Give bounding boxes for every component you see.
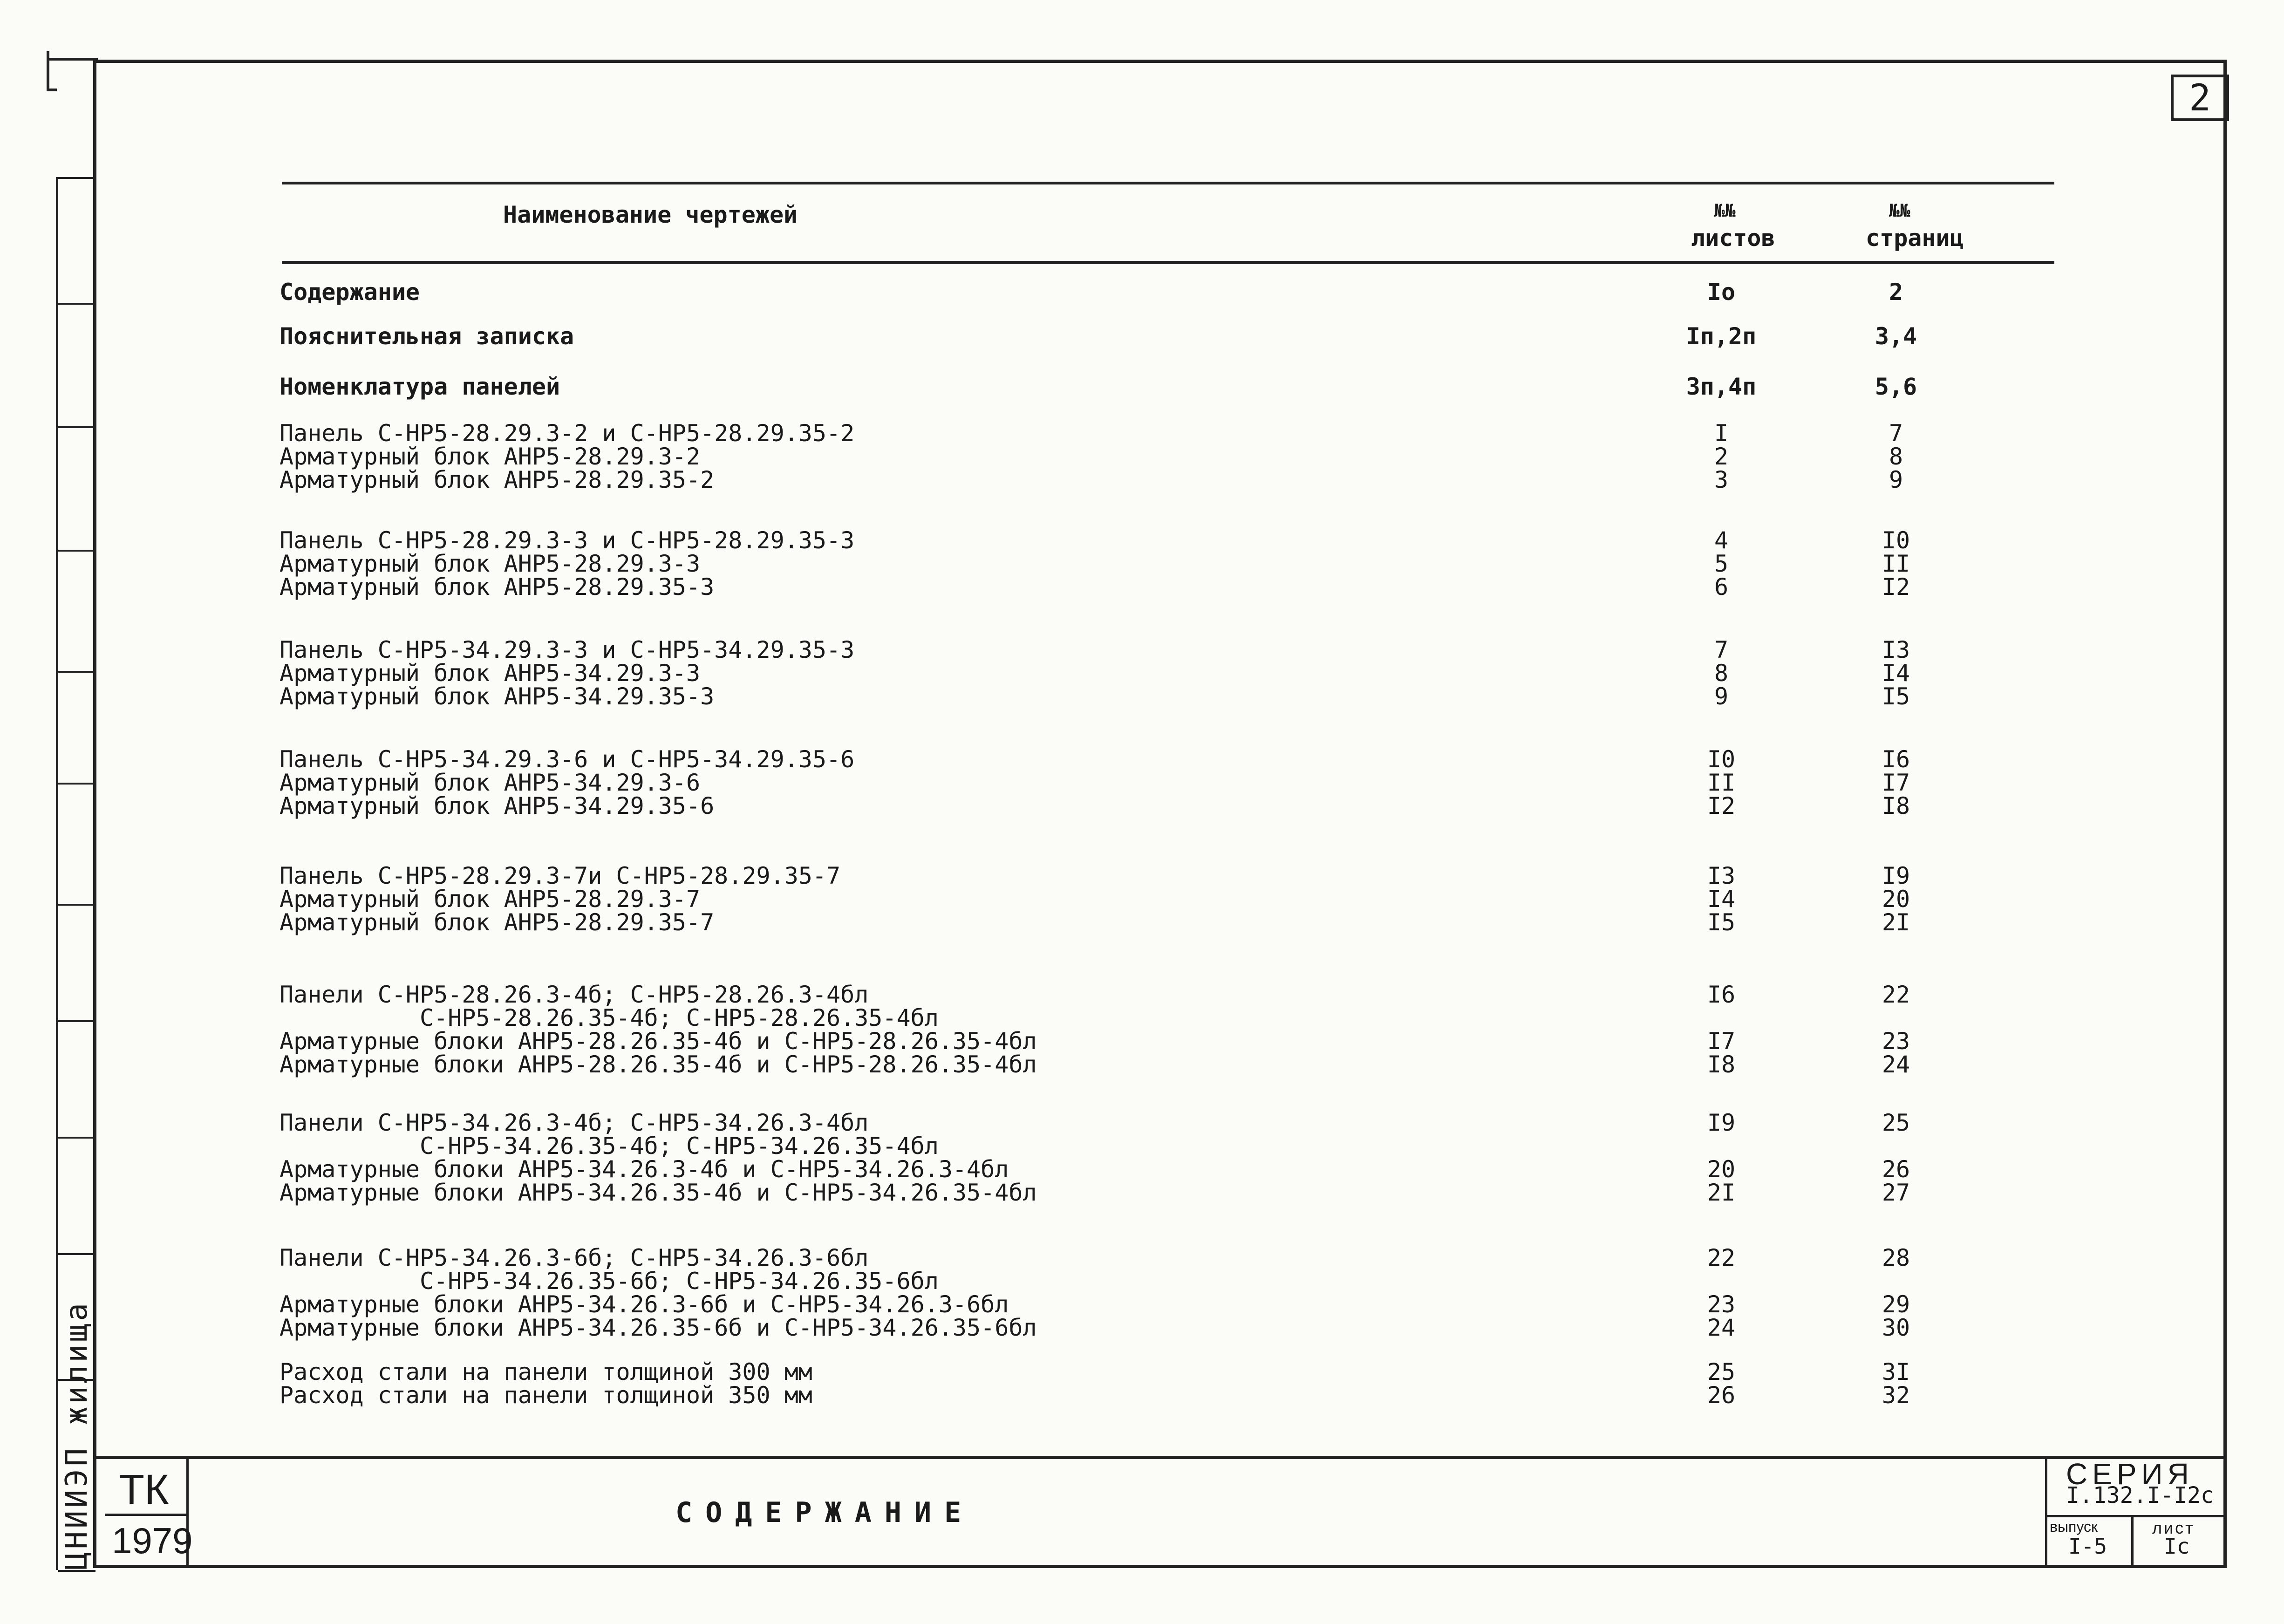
sheet-numbers-line: I	[1714, 420, 1729, 447]
title-block-title: СОДЕРЖАНИЕ	[675, 1496, 975, 1529]
strip-tick	[58, 1137, 95, 1139]
strip-tick	[58, 1253, 95, 1255]
sheet-numbers-line: Iп,2п	[1686, 323, 1757, 350]
page-numbers-line: 20	[1882, 886, 1910, 913]
sheet-numbers-line: 4	[1714, 527, 1729, 554]
title-block-year: 1979	[112, 1520, 193, 1561]
sheet-numbers-line: I3	[1707, 862, 1736, 889]
strip-tick	[58, 783, 95, 785]
drawing-name-line: Арматурный блок АНР5-28.29.35-3	[280, 573, 715, 600]
page-numbers-line: 2	[1889, 279, 1903, 306]
page-numbers-line: 28	[1882, 1244, 1910, 1271]
sheet-numbers	[1684, 375, 1759, 398]
sheet-numbers-line	[1684, 1269, 1759, 1293]
drawing-name-line: Арматурный блок АНР5-28.29.3-2	[280, 443, 701, 470]
page-numbers-line: I4	[1882, 660, 1910, 687]
page-numbers-line: I8	[1882, 792, 1910, 819]
drawing-name-line: Арматурные блоки АНР5-34.26.35-6б и С-НР5-34.26.35-6бл	[280, 1314, 1037, 1341]
strip-tick	[58, 426, 95, 428]
sheet-numbers-line	[1684, 1134, 1759, 1158]
drawing-name-line: Пояснительная записка	[280, 323, 574, 350]
drawing-name-line: Арматурные блоки АНР5-28.26.35-4б и С-НР5-28.26.35-4бл	[280, 1051, 1037, 1078]
sheet-numbers	[1684, 864, 1759, 934]
drawing-name-line: Арматурный блок АНР5-34.29.35-6	[280, 792, 715, 819]
page-numbers-line: I2	[1882, 573, 1910, 600]
sheet-numbers-line: I8	[1707, 1051, 1736, 1078]
sheet-numbers-line: 3п,4п	[1686, 373, 1757, 400]
sheet-numbers-line: Iо	[1707, 279, 1736, 306]
drawing-name	[280, 1111, 1037, 1204]
drawing-name-line: Панель С-НР5-34.29.3-3 и С-НР5-34.29.35-3	[280, 636, 855, 663]
page-numbers-line: 30	[1882, 1314, 1910, 1341]
sheet-numbers	[1684, 1111, 1759, 1204]
sheet-numbers-line: I9	[1707, 1109, 1736, 1136]
frame-corner-mark	[47, 51, 57, 91]
drawing-name	[280, 529, 854, 599]
page-numbers-line: 24	[1882, 1051, 1910, 1078]
page-numbers-line: I3	[1882, 636, 1910, 663]
sheet-numbers	[1684, 422, 1759, 491]
strip-tick	[58, 303, 95, 305]
drawing-name-line: Панель С-НР5-28.29.3-3 и С-НР5-28.29.35-3	[280, 527, 855, 554]
sheet-numbers-line	[1684, 1006, 1759, 1030]
header-sheets-no: №№	[1714, 200, 1736, 221]
page-numbers-line: 7	[1889, 420, 1903, 447]
page-numbers-line: 3I	[1882, 1358, 1910, 1385]
drawing-name-line: Расход стали на панели толщиной 350 мм	[280, 1382, 812, 1409]
title-block-series-divider	[2045, 1515, 2227, 1517]
sheet-numbers-line: 9	[1714, 683, 1729, 710]
page-numbers-line: 3,4	[1875, 323, 1917, 350]
sheet-number: 2	[2171, 75, 2229, 121]
page-numbers	[1859, 325, 1933, 348]
drawing-name-line: Панель С-НР5-34.29.3-6 и С-НР5-34.29.35-6	[280, 746, 855, 773]
sheet-numbers-line: 22	[1707, 1244, 1736, 1271]
drawing-name	[280, 864, 840, 934]
page-numbers-line: I7	[1882, 769, 1910, 796]
drawing-name-line: Панель С-НР5-28.29.3-7и С-НР5-28.29.35-7	[280, 862, 841, 889]
page-numbers	[1859, 638, 1933, 708]
drawing-name-line: Арматурный блок АНР5-34.29.35-3	[280, 683, 715, 710]
page-numbers	[1859, 375, 1933, 398]
header-pages: страниц	[1866, 225, 1964, 252]
title-block-sheet-label: лист	[2152, 1518, 2195, 1537]
drawing-name-line: Панели С-НР5-34.26.3-4б; С-НР5-34.26.3-4бл	[280, 1109, 869, 1136]
drawing-name-line: Арматурный блок АНР5-28.29.35-7	[280, 909, 715, 936]
sheet-numbers	[1684, 280, 1759, 304]
header-name: Наименование чертежей	[503, 201, 798, 228]
drawing-name-line: Арматурный блок АНР5-28.29.3-7	[280, 886, 701, 913]
sheet-numbers-line: 23	[1707, 1291, 1736, 1318]
side-strip-text: ЦНИИЭП жилища	[60, 1300, 94, 1570]
sheet-numbers-line: 26	[1707, 1382, 1736, 1409]
drawing-name-line: С-НР5-34.26.35-4б; С-НР5-34.26.35-4бл	[280, 1133, 939, 1160]
page-numbers	[1859, 280, 1933, 304]
drawing-name-line: Арматурные блоки АНР5-34.26.35-4б и С-НР5-34.26.35-4бл	[280, 1179, 1037, 1206]
frame-top-tick	[47, 58, 98, 61]
page-numbers-line: 32	[1882, 1382, 1910, 1409]
sheet-numbers-line: I2	[1707, 792, 1736, 819]
sheet-numbers-line: 25	[1707, 1358, 1736, 1385]
drawing-name-line: Арматурные блоки АНР5-34.26.3-6б и С-НР5-34.26.3-6бл	[280, 1291, 1009, 1318]
page-numbers	[1859, 1360, 1933, 1407]
drawing-name	[280, 1360, 812, 1407]
page-numbers-line	[1859, 1269, 1933, 1293]
page-numbers	[1859, 864, 1933, 934]
header-top-rule	[282, 182, 2054, 184]
page-numbers-line: I6	[1882, 746, 1910, 773]
title-block-series-value: I.132.I-I2с	[2066, 1482, 2214, 1508]
page-numbers-line: 8	[1889, 443, 1903, 470]
page-numbers-line: II	[1882, 550, 1910, 577]
header-sheets: листов	[1691, 225, 1775, 252]
page-numbers-line: 25	[1882, 1109, 1910, 1136]
page-numbers	[1859, 422, 1933, 491]
header-bottom-rule	[282, 261, 2054, 264]
page-numbers	[1859, 748, 1933, 818]
header-pages-no: №№	[1889, 200, 1910, 221]
title-block-issue-value: I-5	[2068, 1534, 2107, 1559]
page-numbers-line: 23	[1882, 1028, 1910, 1055]
page-numbers	[1859, 529, 1933, 599]
drawing-name-line: Панели С-НР5-34.26.3-6б; С-НР5-34.26.3-6бл	[280, 1244, 869, 1271]
drawing-name	[280, 375, 560, 398]
sheet-numbers	[1684, 1246, 1759, 1339]
title-block-issue-label: выпуск	[2050, 1518, 2098, 1535]
sheet-numbers	[1684, 983, 1759, 1076]
drawing-name	[280, 638, 854, 708]
page-numbers-line: 9	[1889, 466, 1903, 493]
sheet-numbers-line: 2I	[1707, 1179, 1736, 1206]
strip-tick	[58, 904, 95, 906]
drawing-name-line: Арматурные блоки АНР5-34.26.3-4б и С-НР5-34.26.3-4бл	[280, 1156, 1009, 1183]
sheet-numbers-line: 6	[1714, 573, 1729, 600]
sheet-numbers-line: I5	[1707, 909, 1736, 936]
sheet-numbers-line: 20	[1707, 1156, 1736, 1183]
drawing-name-line: Арматурный блок АНР5-34.29.3-6	[280, 769, 701, 796]
drawing-name	[280, 280, 420, 304]
page-numbers-line	[1859, 1006, 1933, 1030]
drawing-name	[280, 325, 574, 348]
drawing-name-line: Арматурный блок АНР5-34.29.3-3	[280, 660, 701, 687]
sheet-numbers-line: II	[1707, 769, 1736, 796]
drawing-name-line: Панели С-НР5-28.26.3-4б; С-НР5-28.26.3-4бл	[280, 981, 869, 1008]
sheet-numbers	[1684, 638, 1759, 708]
strip-tick	[58, 550, 95, 552]
drawing-name	[280, 422, 854, 491]
page-numbers-line: I9	[1882, 862, 1910, 889]
title-block	[93, 1456, 2227, 1571]
page-numbers-line	[1859, 1134, 1933, 1158]
strip-tick	[58, 671, 95, 673]
title-block-series-label: СЕРИЯ	[2066, 1457, 2194, 1491]
page-numbers-line: I5	[1882, 683, 1910, 710]
drawing-name-line: Содержание	[280, 279, 420, 306]
page-numbers-line: 29	[1882, 1291, 1910, 1318]
page-numbers	[1859, 1246, 1933, 1339]
drawing-name-line: С-НР5-28.26.35-4б; С-НР5-28.26.35-4бл	[280, 1004, 939, 1031]
sheet-numbers	[1684, 325, 1759, 348]
sheet-numbers	[1684, 529, 1759, 599]
drawing-name-line: Расход стали на панели толщиной 300 мм	[280, 1358, 812, 1385]
strip-tick	[58, 1570, 95, 1572]
sheet-numbers-line: 5	[1714, 550, 1729, 577]
drawing-name-line: Арматурные блоки АНР5-28.26.35-4б и С-НР5-28.26.35-4бл	[280, 1028, 1037, 1055]
page-numbers-line: I0	[1882, 527, 1910, 554]
sheet-numbers	[1684, 748, 1759, 818]
sheet-numbers-line: I4	[1707, 886, 1736, 913]
sheet-numbers-line: I6	[1707, 981, 1736, 1008]
page-numbers-line: 27	[1882, 1179, 1910, 1206]
drawing-name	[280, 983, 1037, 1076]
strip-tick	[58, 1020, 95, 1022]
drawing-name-line: Панель С-НР5-28.29.3-2 и С-НР5-28.29.35-2	[280, 420, 855, 447]
title-block-org: ТК	[119, 1467, 169, 1513]
drawing-name-line: Номенклатура панелей	[280, 373, 560, 400]
sheet-numbers-line: I7	[1707, 1028, 1736, 1055]
sheet-numbers-line: 24	[1707, 1314, 1736, 1341]
title-block-org-divider	[105, 1514, 189, 1516]
drawing-name	[280, 748, 854, 818]
sheet-numbers-line: 2	[1714, 443, 1729, 470]
drawing-name	[280, 1246, 1037, 1339]
drawing-name-line: Арматурный блок АНР5-28.29.35-2	[280, 466, 715, 493]
drawing-name-line: С-НР5-34.26.35-6б; С-НР5-34.26.35-6бл	[280, 1268, 939, 1295]
sheet-numbers-line: 7	[1714, 636, 1729, 663]
title-block-sheet-value: Iс	[2164, 1534, 2190, 1559]
page-numbers	[1859, 1111, 1933, 1204]
title-block-issue-divider	[2131, 1515, 2134, 1568]
sheet-numbers-line: I0	[1707, 746, 1736, 773]
page-numbers-line: 2I	[1882, 909, 1910, 936]
strip-tick	[58, 177, 95, 179]
page-numbers-line: 26	[1882, 1156, 1910, 1183]
sheet-numbers-line: 8	[1714, 660, 1729, 687]
drawing-name-line: Арматурный блок АНР5-28.29.3-3	[280, 550, 701, 577]
page-numbers	[1859, 983, 1933, 1076]
page-numbers-line: 5,6	[1875, 373, 1917, 400]
sheet-numbers	[1684, 1360, 1759, 1407]
sheet-numbers-line: 3	[1714, 466, 1729, 493]
page-numbers-line: 22	[1882, 981, 1910, 1008]
